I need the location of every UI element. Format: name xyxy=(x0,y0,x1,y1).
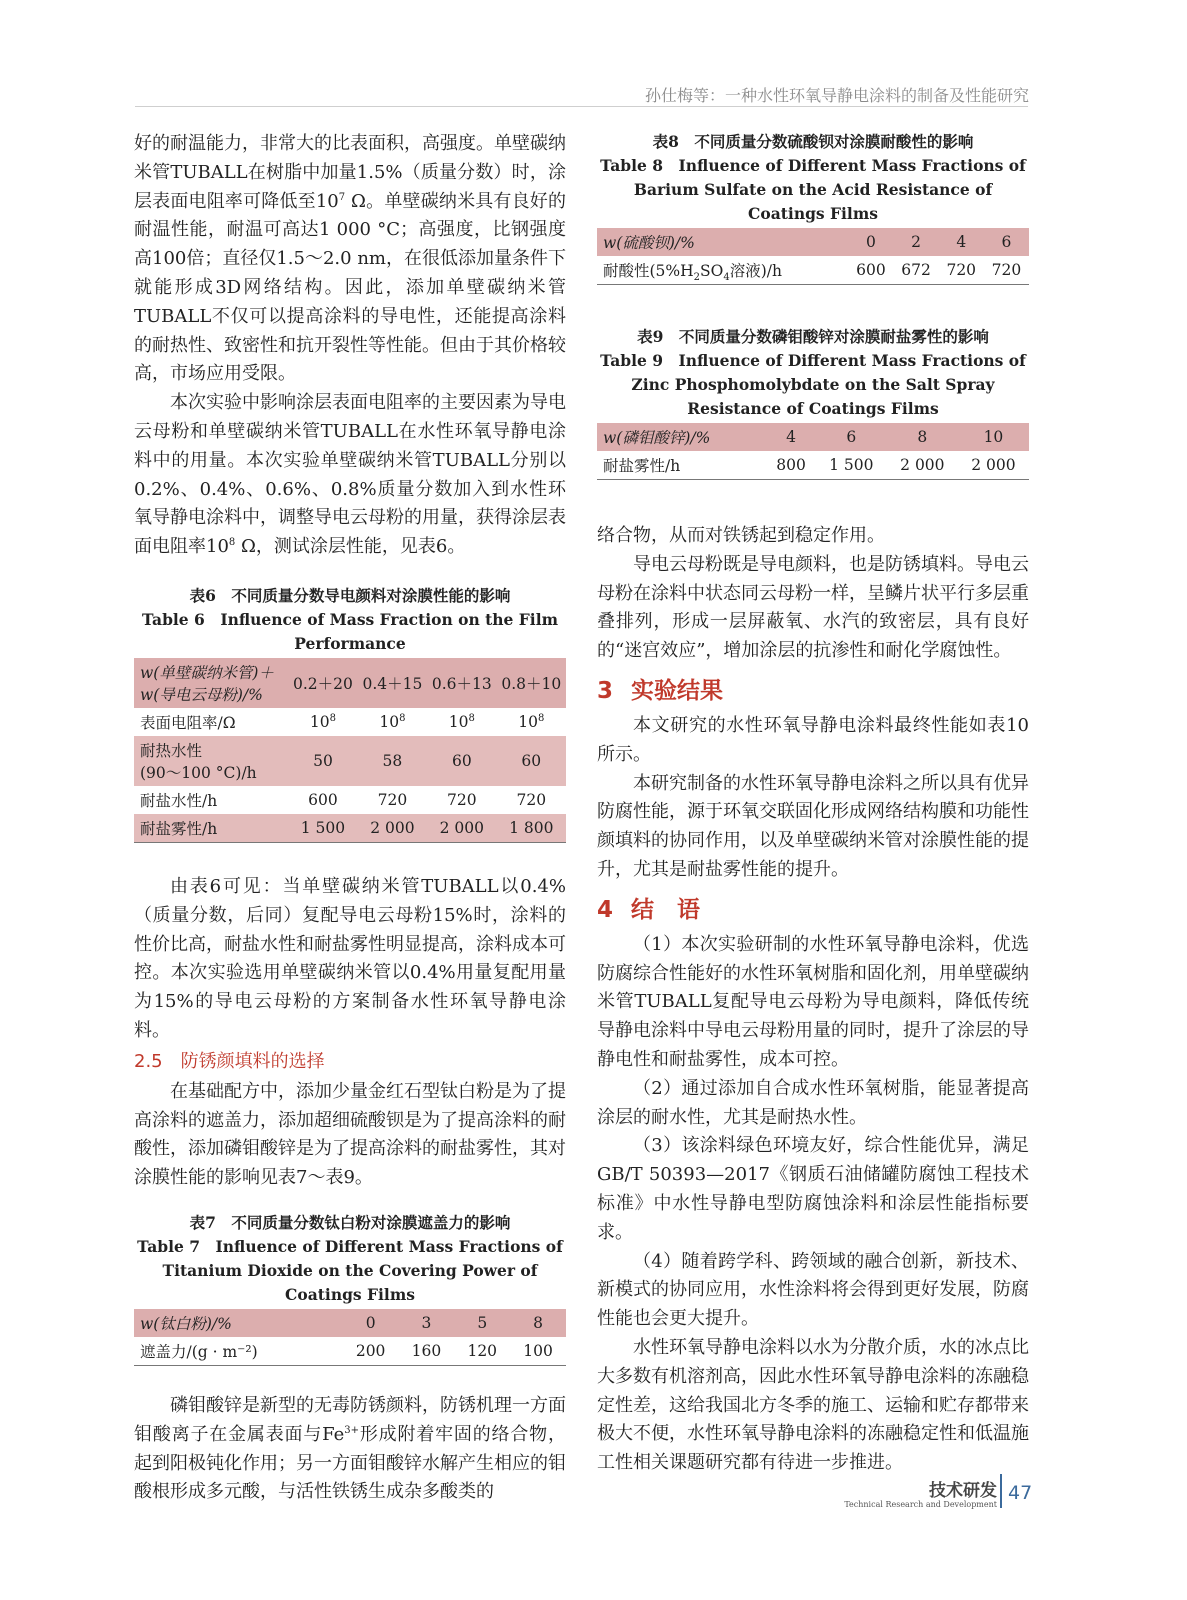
paragraph: 好的耐温能力，非常大的比表面积，高强度。单壁碳纳米管TUBALL在树脂中加量1.5%（质量分数）时，涂层表面电阻率可降低至$10^7$ Ω。单壁碳纳米具有良好的耐温性能，耐温可高达1 000 °C；高强度，比钢强度高100倍；直径仅1.5～2.0 nm，在很低添加量条件下就能形成3D网络结构。因此，添加单壁碳纳米管TUBALL不仅可以提高涂料的导电性，还能提高涂料的耐热性、致密性和抗开裂性等性能。但由于其价格较高，市场应用受限。 xyxy=(134,133,566,385)
table-caption-en: Table 7 Influence of Different Mass Fractions of Titanium Dioxide on the Covering Power of Coatings Films xyxy=(137,1236,563,1304)
conclusion-4: （4）随着跨学科、跨领域的融合创新，新技术、新模式的协同应用，水性涂料将会得到更好发展，防腐性能也会更大提升。 xyxy=(597,1250,1029,1330)
conclusion-2: （2）通过添加自合成水性环氧树脂，能显著提高涂层的耐水性，尤其是耐热水性。 xyxy=(597,1077,1029,1128)
footer-section-cn: 技术研发 xyxy=(929,1481,997,1501)
table-row: 耐热水性 (90～100 °C)/h 50 58 60 60 xyxy=(134,736,566,786)
footer-divider xyxy=(1000,1474,1002,1508)
table-caption-cn: 表9 不同质量分数磷钼酸锌对涂膜耐盐雾性的影响 xyxy=(637,327,989,346)
table-7: 表7 不同质量分数钛白粉对涂膜遮盖力的影响 Table 7 Influence of Different Mass Fractions of Titanium Dioxide on the Covering Power of Coatings Films w(钛白粉)/% 0 3 5 8 遮盖力/(g · m⁻²) 200 160 120 100 xyxy=(134,1211,566,1366)
paragraph: 由表6可见：当单壁碳纳米管TUBALL以0.4%（质量分数，后同）复配导电云母粉15%时，涂料的性价比高，耐盐水性和耐盐雾性明显提高，涂料成本可控。本次实验选用单壁碳纳米管以0.4%用量复配用量为15%的导电云母粉的方案制备水性环氧导静电涂料。 xyxy=(134,875,566,1041)
table-8: 表8 不同质量分数硫酸钡对涂膜耐酸性的影响 Table 8 Influence of Different Mass Fractions of Barium Sulfate on the Acid Resistance of Coatings Films w(硫酸钡)/% 0 2 4 6 耐酸性($5\%H_2SO_4$溶液)/h 600 672 720 720 xyxy=(597,130,1029,285)
section-heading-4: 4 结 语 xyxy=(597,896,701,923)
table-9: 表9 不同质量分数磷钼酸锌对涂膜耐盐雾性的影响 Table 9 Influence of Different Mass Fractions of Zinc Phosphomolybdate on the Salt Spray Resistance of Coatings Films w(磷钼酸锌)/% 4 6 8 10 耐盐雾性/h 800 1 500 2 000 2 000 xyxy=(597,325,1029,480)
table-row: 耐盐雾性/h 1 500 2 000 2 000 1 800 xyxy=(134,814,566,843)
paragraph: 磷钼酸锌是新型的无毒防锈颜料，防锈机理一方面钼酸离子在金属表面与$Fe^{3+}$形成附着牢固的络合物，起到阳极钝化作用；另一方面钼酸锌水解产生相应的钼酸根形成多元酸，与活性铁锈生成杂多酸类的 xyxy=(134,1394,566,1503)
table-row: 遮盖力/(g · m⁻²) 200 160 120 100 xyxy=(140,1341,553,1361)
section-heading-3: 3 实验结果 xyxy=(597,677,724,704)
table-caption-en: Table 6 Influence of Mass Fraction on the Film Performance xyxy=(141,609,558,653)
table-row: 耐酸性($5\%H_2SO_4$溶液)/h 600 672 720 720 xyxy=(603,261,1022,284)
running-title: 孙仕梅等：一种水性环氧导静电涂料的制备及性能研究 xyxy=(644,86,1029,105)
section-heading-2-5: 2.5 防锈颜填料的选择 xyxy=(134,1050,325,1072)
paragraph: 本次实验中影响涂层表面电阻率的主要因素为导电云母粉和单壁碳纳米管TUBALL在水性环氧导静电涂料中的用量。本次实验单壁碳纳米管TUBALL分别以0.2%、0.4%、0.6%、0.8%质量分数加入到水性环氧导静电涂料中，调整导电云母粉的用量，获得涂层表面电阻率$10^8$ Ω，测试涂层性能，见表6。 xyxy=(134,392,566,558)
header-divider xyxy=(135,106,1028,107)
table-caption-en: Table 9 Influence of Different Mass Fractions of Zinc Phosphomolybdate on the Salt Spray Resistance of Coatings Films xyxy=(600,351,1026,418)
conclusion-1: （1）本次实验研制的水性环氧导静电涂料，优选防腐综合性能好的水性环氧树脂和固化剂，用单壁碳纳米管TUBALL复配导电云母粉为导电颜料，降低传统导静电涂料中导电云母粉用量的同时，提升了涂层的导静电性和耐盐雾性，成本可控。 xyxy=(597,933,1029,1070)
table-row: 表面电阻率/Ω $10^8$ $10^8$ $10^8$ $10^8$ xyxy=(140,712,545,732)
footer-section-en: Technical Research and Development xyxy=(844,1500,997,1509)
table-row: 耐盐水性/h 600 720 720 720 xyxy=(140,790,547,810)
paragraph: 水性环氧导静电涂料以水为分散介质，水的冰点比大多数有机溶剂高，因此水性环氧导静电涂料的冻融稳定性差，这给我国北方冬季的施工、运输和贮存都带来极大不便，水性环氧导静电涂料的冻融稳定性和低温施工性相关课题研究都有待进一步推进。 xyxy=(597,1336,1029,1474)
page-number: 47 xyxy=(1008,1482,1033,1504)
right-column xyxy=(597,130,1029,1478)
table-row: 耐盐雾性/h 800 1 500 2 000 2 000 xyxy=(603,456,1016,475)
table-caption-en: Table 8 Influence of Different Mass Fractions of Barium Sulfate on the Acid Resistance of Coatings Films xyxy=(600,156,1026,223)
paragraph: 本文研究的水性环氧导静电涂料最终性能如表10所示。 xyxy=(597,714,1029,765)
table-6: 表6 不同质量分数导电颜料对涂膜性能的影响 Table 6 Influence of Mass Fraction on the Film Performance w(单壁碳纳米管)＋ w(导电云母粉)/% 0.2＋20 0.4＋15 0.6＋13 0.8＋10 表面电阻率/Ω $10^8$ $10^8$ $10^8$ $10^8$ 耐热水性 (90～100 °C)/h 50 58 60 60 耐盐水性/h 600 720 720 720 耐盐雾性/h 1 500 2 000 2 000 1 800 xyxy=(134,584,566,843)
paragraph: 导电云母粉既是导电颜料，也是防锈填料。导电云母粉在涂料中状态同云母粉一样，呈鳞片状平行多层重叠排列，形成一层屏蔽氧、水汽的致密层，具有良好的“迷宫效应”，增加涂层的抗渗性和耐化学腐蚀性。 xyxy=(597,553,1029,662)
conclusion-3: （3）该涂料绿色环境友好，综合性能优异，满足GB/T 50393—2017《钢质石油储罐防腐蚀工程技术标准》中水性导静电型防腐蚀涂料和涂层性能指标要求。 xyxy=(597,1135,1029,1243)
paragraph: 在基础配方中，添加少量金红石型钛白粉是为了提高涂料的遮盖力，添加超细硫酸钡是为了提高涂料的耐酸性，添加磷钼酸锌是为了提高涂料的耐盐雾性，其对涂膜性能的影响见表7～表9。 xyxy=(134,1080,566,1189)
paragraph: 本研究制备的水性环氧导静电涂料之所以具有优异防腐性能，源于环氧交联固化形成网络结构膜和功能性颜填料的协同作用，以及单壁碳纳米管对涂膜性能的提升，尤其是耐盐雾性能的提升。 xyxy=(597,772,1029,880)
paragraph: 络合物，从而对铁锈起到稳定作用。 xyxy=(597,525,885,546)
table-caption-cn: 表8 不同质量分数硫酸钡对涂膜耐酸性的影响 xyxy=(652,132,974,151)
table-caption-cn: 表7 不同质量分数钛白粉对涂膜遮盖力的影响 xyxy=(189,1212,511,1232)
table-caption-cn: 表6 不同质量分数导电颜料对涂膜性能的影响 xyxy=(189,585,511,605)
left-column xyxy=(134,130,566,1507)
